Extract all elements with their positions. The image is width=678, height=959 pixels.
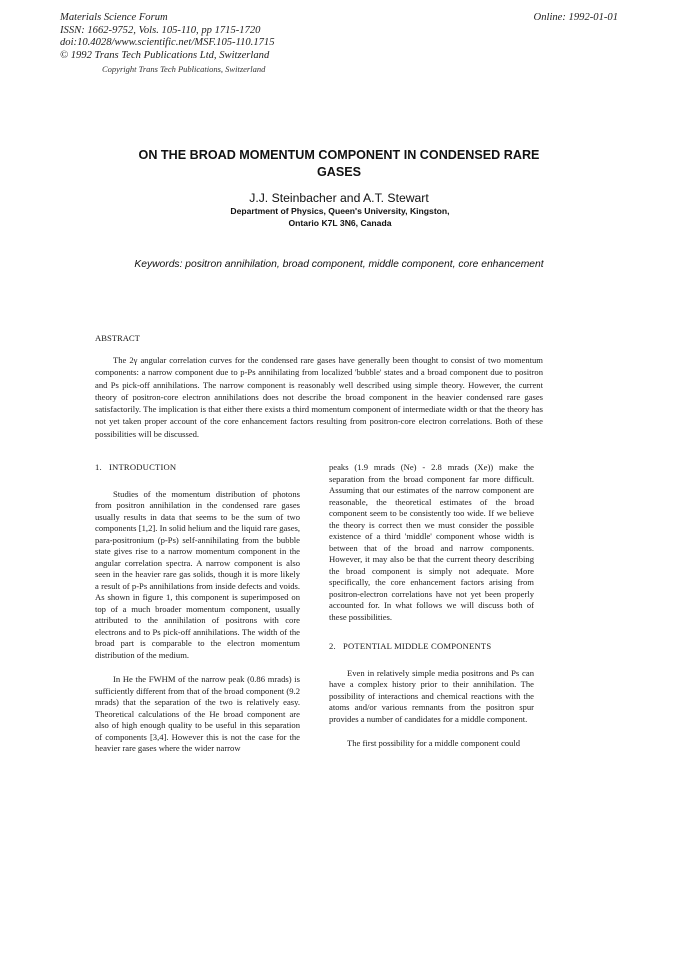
section-heading-introduction [95, 462, 300, 474]
section-title: POTENTIAL MIDDLE COMPONENTS [343, 641, 492, 651]
right-column [329, 462, 534, 763]
paper-title-line-2: GASES [316, 165, 362, 179]
introduction-paragraph-1: Studies of the momentum distribution of photons from positron annihilation in the condensed rare gases usually results in data that seems to be the sum of two components [1,2]. In solid helium and the liquid rare gases, para-positronium (p-Ps) self-annihilating from the bubble state gives rise to a narrow momentum component in the angular correlation spectra. A narrow component is also seen in the heavier rare gas solids, though it is more likely a result of p-Ps annihilations from inside defects and voids. As shown in figure 1, this component is superimposed on top of a much broader momentum component, usually attributed to the annihilation of positrons with core electrons and to Ps pick-off annihilations. The width of the broad part is comparable to the electron momentum distribution of the medium. [95, 488, 300, 660]
affiliation-line-2: Ontario K7L 3N6, Canada [288, 217, 392, 228]
left-column [95, 462, 300, 768]
section-number: 2. [329, 641, 336, 651]
authors: J.J. Steinbacher and A.T. Stewart [249, 191, 429, 205]
journal-name: Materials Science Forum [60, 12, 168, 23]
paper-title [100, 147, 578, 181]
abstract-text: The 2γ angular correlation curves for the condensed rare gases have generally been thought to consist of two momentum components: a narrow component due to p-Ps annihilating from localized 'bubble' states and a broad component due to positron and Ps pick-off annihilations. The narrow component is reasonably well described using simple theory. However, the current theory of positron-core electron annihilations does not describe the broad component in the heavier condensed rare gases satisfactorily. The implication is that either there exists a third momentum component of intermediate width or that the theory has not yet taken proper account of the core enhancement factors resulting from positron-core electron correlations. Both of these possibilities will be discussed. [95, 355, 543, 439]
online-date: Online: 1992-01-01 [533, 12, 618, 23]
abstract-heading: ABSTRACT [95, 333, 140, 343]
section-title: INTRODUCTION [109, 462, 177, 472]
introduction-paragraph-2-continued: peaks (1.9 mrads (Ne) - 2.8 mrads (Xe)) make the separation from the broad component far more difficult. Assuming that our estimates of the narrow component are reasonable, the theoretical estimates of the broad component seem to be consistently too wide. If we believe the theory is correct then we must consider the possible existence of a third 'middle' component whose width is between that of the broad and narrow components. However, it may also be that the current theory describing the broad component is simply not adequate. More specifically, the core enhancement factors arising from positron-electron correlations have not yet been properly accounted for. In what follows we will discuss both of these possibilities. [329, 462, 534, 622]
middle-components-paragraph-1: Even in relatively simple media positrons and Ps can have a complex history prior to their annihilation. The possibility of interactions and chemical reactions with the atoms and/or various remnants from the positron spur provides a number of candidates for a middle component. [329, 667, 534, 724]
paper-title-line-1: ON THE BROAD MOMENTUM COMPONENT IN CONDENSED RARE [138, 148, 540, 162]
journal-copyright-line: © 1992 Trans Tech Publications Ltd, Switzerland [60, 49, 270, 61]
section-number: 1. [95, 462, 102, 472]
middle-components-paragraph-2: The first possibility for a middle component could [347, 738, 521, 748]
keywords: Keywords: positron annihilation, broad component, middle component, core enhancement [134, 259, 544, 270]
journal-issn: ISSN: 1662-9752, Vols. 105-110, pp 1715-1720 [60, 24, 261, 36]
copyright-stamp: Copyright Trans Tech Publications, Switzerland [102, 64, 266, 74]
journal-doi: doi:10.4028/www.scientific.net/MSF.105-110.1715 [60, 37, 275, 48]
section-heading-middle-components [329, 641, 534, 653]
affiliation-line-1: Department of Physics, Queen's University, Kingston, [230, 206, 450, 216]
introduction-paragraph-2: In He the FWHM of the narrow peak (0.86 mrads) is sufficiently different from that of the broad component (9.2 mrads) that the separation of the two is relatively easy. Theoretical calculations of the He broad component are also of high enough quality to be useful in this separation of components [3,4]. However this is not the case for the heavier rare gases where the wider narrow [95, 674, 300, 753]
affiliation [180, 206, 500, 229]
journal-header [60, 12, 275, 62]
